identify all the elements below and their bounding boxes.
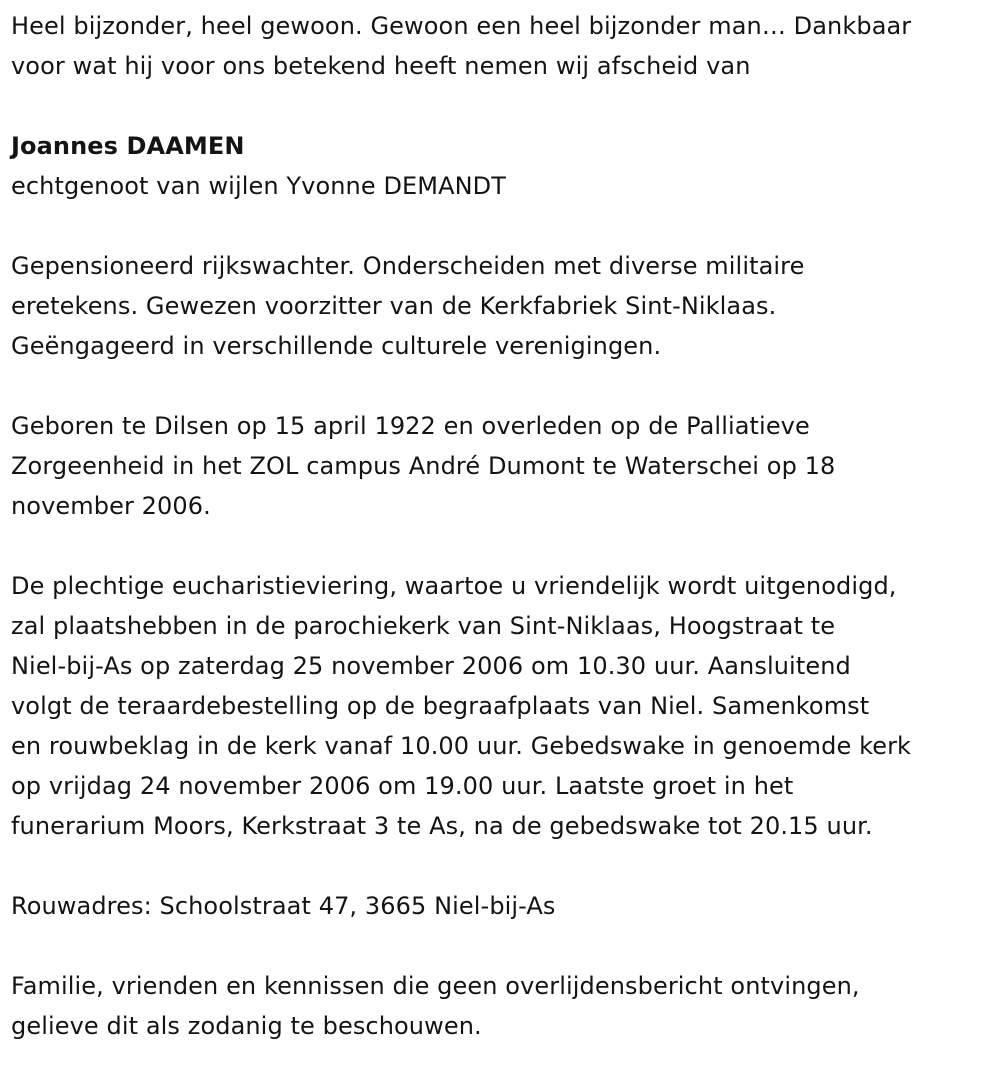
obituary-notice xyxy=(11,6,991,1046)
birth-death-paragraph: Geboren te Dilsen op 15 april 1922 en overleden op de Palliatieve Zorgeenheid in het ZOL campus André Dumont te Waterschei op 18 november 2006. xyxy=(11,412,836,520)
deceased-name: Joannes DAAMEN xyxy=(11,132,245,160)
spouse-line: echtgenoot van wijlen Yvonne DEMANDT xyxy=(11,172,507,200)
biography-paragraph: Gepensioneerd rijkswachter. Onderscheiden met diverse militaire eretekens. Gewezen voorzitter van de Kerkfabriek Sint-Niklaas. Geëngageerd in verschillende culturele verenigingen. xyxy=(11,252,805,360)
ceremony-paragraph: De plechtige eucharistieviering, waartoe u vriendelijk wordt uitgenodigd, zal plaatshebben in de parochiekerk van Sint-Niklaas, Hoogstraat te Niel-bij-As op zaterdag 25 november 2006 om 10.30 uur. Aansluitend volgt de teraardebestelling op de begraafplaats van Niel. Samenkomst en rouwbeklag in de kerk vanaf 10.00 uur. Gebedswake in genoemde kerk op vrijdag 24 november 2006 om 19.00 uur. Laatste groet in het funerarium Moors, Kerkstraat 3 te As, na de gebedswake tot 20.15 uur. xyxy=(11,572,912,840)
closing-paragraph: Familie, vrienden en kennissen die geen overlijdensbericht ontvingen, gelieve dit als zodanig te beschouwen. xyxy=(11,972,860,1040)
intro-paragraph: Heel bijzonder, heel gewoon. Gewoon een heel bijzonder man… Dankbaar voor wat hij voor ons betekend heeft nemen wij afscheid van xyxy=(11,12,912,80)
address-line: Rouwadres: Schoolstraat 47, 3665 Niel-bij-As xyxy=(11,892,556,920)
